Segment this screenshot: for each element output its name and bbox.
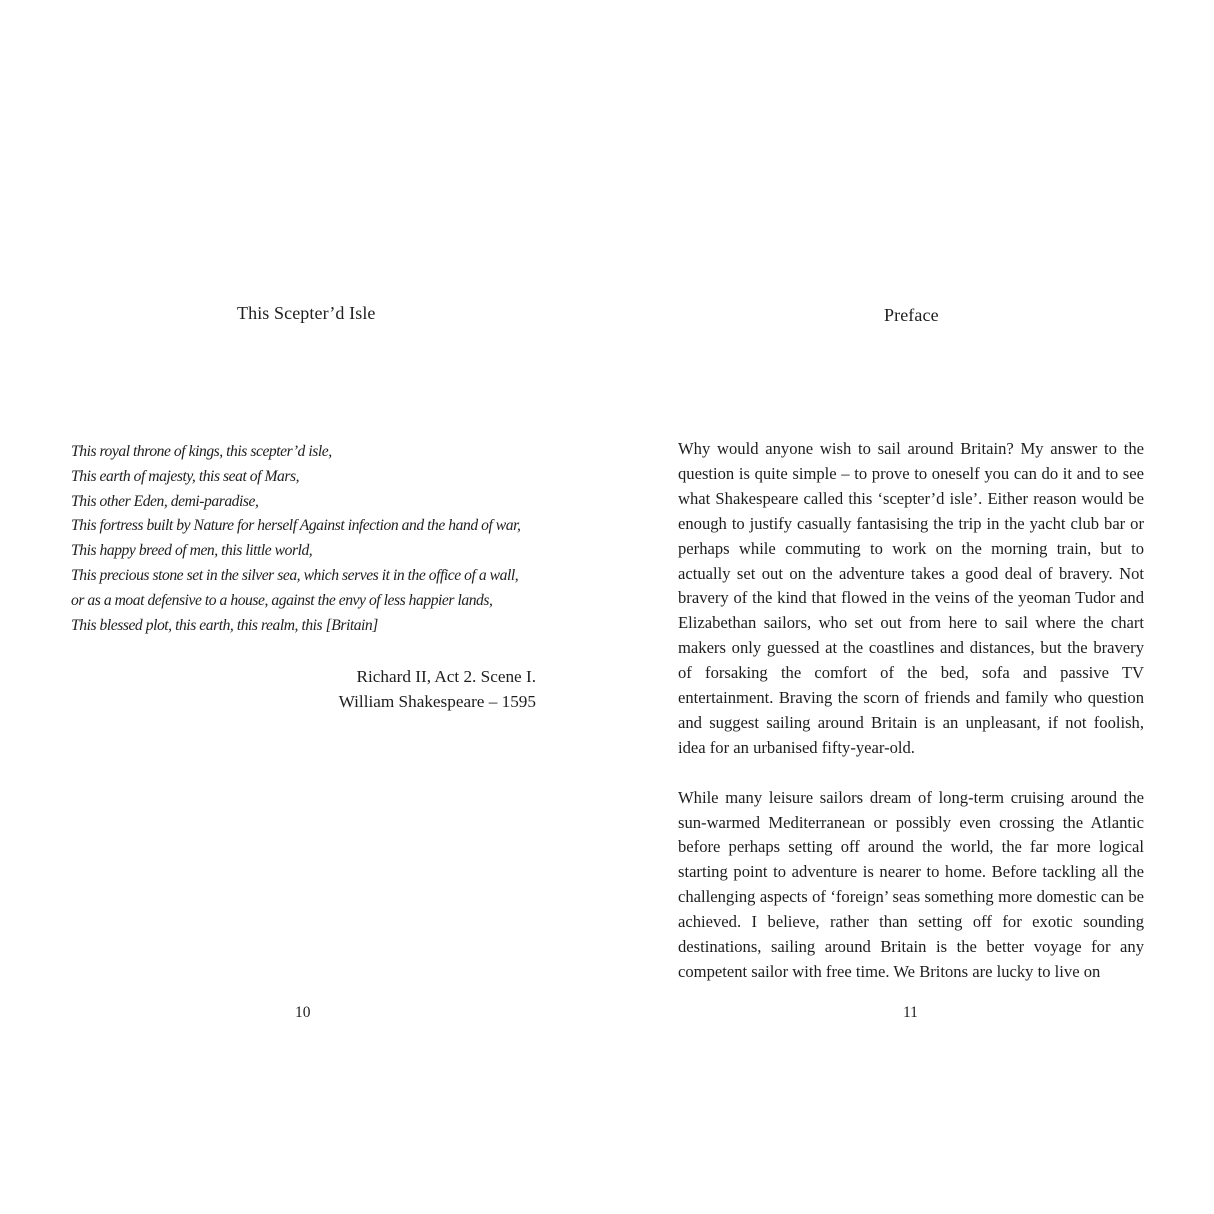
- poem-line: This blessed plot, this earth, this realm, this [Britain]: [71, 616, 378, 634]
- poem-quote: [71, 440, 551, 638]
- preface-body: [678, 437, 1144, 1010]
- paragraph: Why would anyone wish to sail around Britain? My answer to the question is quite simple – to prove to oneself you can do it and to see what Shakespeare called this ‘scepter’d isle’. Either reason would be enough to justify casually fantasising the trip in the yacht club bar or perhaps while commuting to work on the morning train, but to actually set out on the adventure takes a good deal of bravery. Not bravery of the kind that flowed in the veins of the yeoman Tudor and Elizabethan sailors, who set out from here to sail where the chart makers only guessed at the coastlines and distances, but the bravery of forsaking the comfort of the bed, sofa and passive TV entertainment. Braving the scorn of friends and family who question and suggest sailing around Britain is an unpleasant, if not foolish, idea for an urbanised fifty-year-old.: [678, 439, 1144, 757]
- right-page-number: 11: [903, 1004, 918, 1021]
- poem-line: This royal throne of kings, this scepter’d isle,: [71, 443, 332, 460]
- poem-line: This other Eden, demi-paradise,: [71, 492, 259, 510]
- poem-line: This happy breed of men, this little world,: [71, 542, 313, 560]
- attribution-source: Richard II, Act 2. Scene I.: [356, 667, 536, 686]
- attribution-author: William Shakespeare – 1595: [338, 691, 536, 711]
- poem-line: This fortress built by Nature for herself Against infection and the hand of war,: [71, 517, 521, 535]
- left-page-heading: This Scepter’d Isle: [237, 303, 376, 323]
- paragraph: While many leisure sailors dream of long-term cruising around the sun-warmed Mediterranean or possibly even crossing the Atlantic before perhaps setting off around the world, the far more logical starting point to adventure is nearer to home. Before tackling all the challenging aspects of ‘foreign’ seas something more domestic can be achieved. I believe, rather than setting off for exotic sounding destinations, sailing around Britain is the better voyage for any competent sailor with free time. We Britons are lucky to live on: [678, 787, 1144, 982]
- left-page-number: 10: [295, 1004, 311, 1021]
- poem-line: This earth of majesty, this seat of Mars,: [71, 467, 300, 485]
- right-page-heading: Preface: [884, 305, 939, 325]
- poem-line: This precious stone set in the silver sea, which serves it in the office of a wall,: [71, 566, 519, 584]
- poem-line: or as a moat defensive to a house, against the envy of less happier lands,: [71, 591, 493, 609]
- right-page: [607, 0, 1214, 1214]
- quote-attribution: [339, 665, 536, 715]
